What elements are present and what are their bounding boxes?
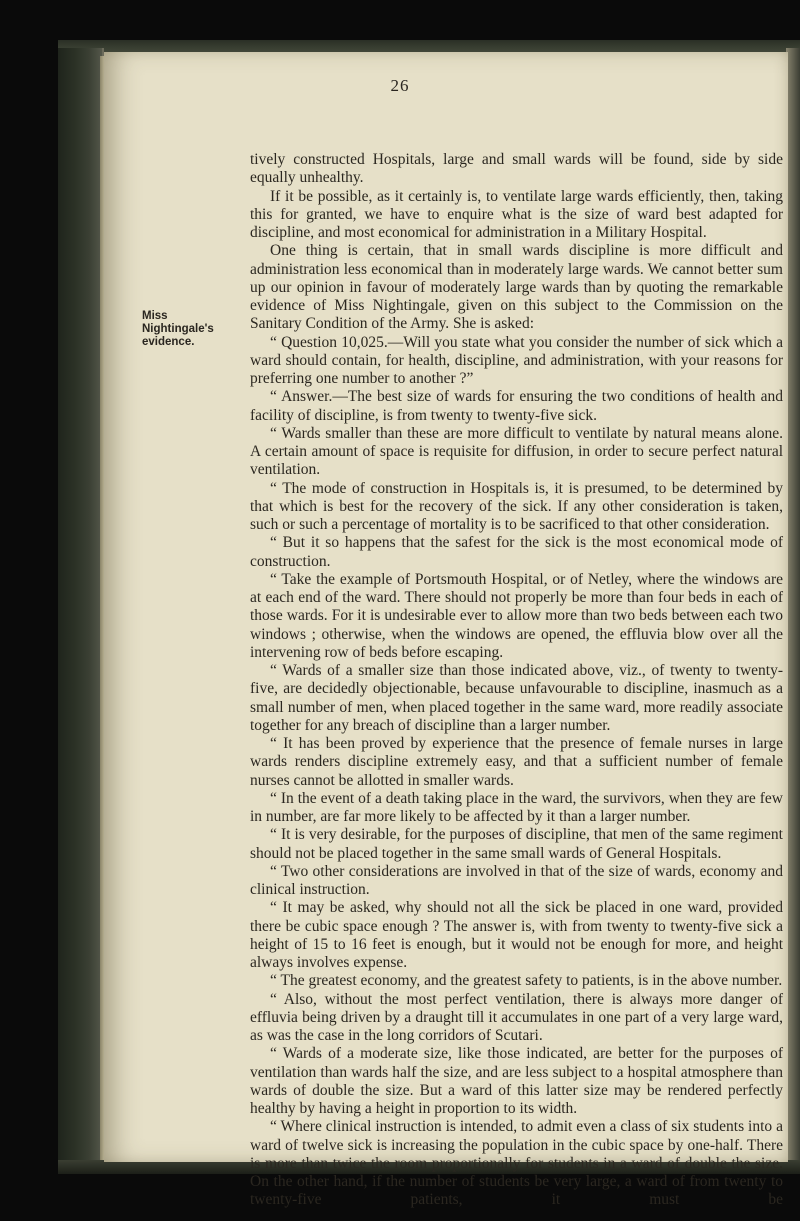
book-spine — [58, 48, 104, 1168]
page-number: 26 — [390, 76, 410, 95]
paragraph: “ In the event of a death taking place in the ward, the survivors, when they are few in number, are far more likely to be affected by it than a larger number. — [250, 789, 783, 825]
paragraph: “ Take the example of Portsmouth Hospital, or of Netley, where the windows are at each end of the ward. There should not properly be more than four beds in each of those wards. For it is undesirable ever to allow more than two beds between each two windows ; otherwise, when the windows are opened, the effluvia blow over all the intervening row of beds before escaping. — [250, 570, 783, 661]
margin-note: Miss Nightingale's evidence. — [142, 310, 214, 348]
paragraph: One thing is certain, that in small wards discipline is more difficult and administration less economical than in moderately large wards. We cannot better sum up our opinion in favour of moderately large wards than by quoting the remarkable evidence of Miss Nightingale, given on this subject to the Commission on the Sanitary Condition of the Army. She is asked: — [250, 242, 783, 333]
paragraph: If it be possible, as it certainly is, to ventilate large wards efficiently, then, taking this for granted, we have to enquire what is the size of ward best adapted for discipline, and most economical for administration in a Military Hospital. — [250, 187, 783, 241]
paragraph: “ It may be asked, why should not all the sick be placed in one ward, provided there be cubic space enough ? The answer is, with from twenty to twenty-five sick a height of 15 to 16 feet is enough, but it would not be enough for more, and height always involves expense. — [250, 899, 783, 971]
paragraph: “ Wards smaller than these are more difficult to ventilate by natural means alone. A certain amount of space is requisite for diffusion, in order to secure perfect natural ventilation. — [250, 424, 783, 479]
page-right-edge — [786, 48, 800, 1168]
paragraph: “ Question 10,025.—Will you state what you consider the number of sick which a ward should contain, for health, discipline, and administration, with your reasons for preferring one number to another ?” — [250, 333, 783, 387]
paragraph: “ It is very desirable, for the purposes of discipline, that men of the same regiment should not be placed together in the same small wards of General Hospitals. — [250, 826, 783, 862]
paragraph: “ Two other considerations are involved in that of the size of wards, economy and clinical instruction. — [250, 862, 783, 898]
paragraph: “ It has been proved by experience that the presence of female nurses in large wards renders discipline extremely easy, and that a sufficient number of female nurses cannot be allotted in smaller wards. — [250, 735, 783, 789]
paragraph: “ Where clinical instruction is intended, to admit even a class of six students into a ward of twelve sick is increasing the population in the cubic space by one-half. There is more than twice the room proportionally for students in a ward of double the size. On the other hand, if the number of students be very large, a ward of from twenty to twenty-five patients, it must be — [250, 1118, 783, 1209]
paragraph: “ Wards of a smaller size than those indicated above, viz., of twenty to twenty-five, are decidedly objectionable, because unfavourable to discipline, inasmuch as a small number of men, when placed together in the same ward, more readily associate together for any breach of discipline than a larger number. — [250, 662, 783, 734]
paragraph: tively constructed Hospitals, large and small wards will be found, side by side equally unhealthy. — [250, 151, 783, 187]
paragraph: “ Answer.—The best size of wards for ensuring the two conditions of health and facility of discipline, is from twenty to twenty-five sick. — [250, 388, 783, 424]
paragraph: “ The greatest economy, and the greatest safety to patients, is in the above number. — [270, 972, 783, 990]
paragraph: “ But it so happens that the safest for the sick is the most economical mode of construction. — [250, 534, 783, 570]
paragraph: “ Wards of a moderate size, like those indicated, are better for the purposes of ventilation than wards half the size, and are less subject to a hospital atmosphere than wards of double the size. But a ward of this latter size may be rendered perfectly healthy by having a height in proportion to its width. — [250, 1045, 783, 1117]
paragraph: “ Also, without the most perfect ventilation, there is always more danger of effluvia being driven by a draught till it accumulates in one part of a very large ward, as was the case in the long corridors of Scutari. — [250, 990, 783, 1044]
paragraph: “ The mode of construction in Hospitals is, it is presumed, to be determined by that which is best for the recovery of the sick. If any other consideration is taken, such or such a percentage of mortality is to be sacrificed to that other consideration. — [250, 479, 783, 533]
body-text — [250, 151, 783, 1210]
